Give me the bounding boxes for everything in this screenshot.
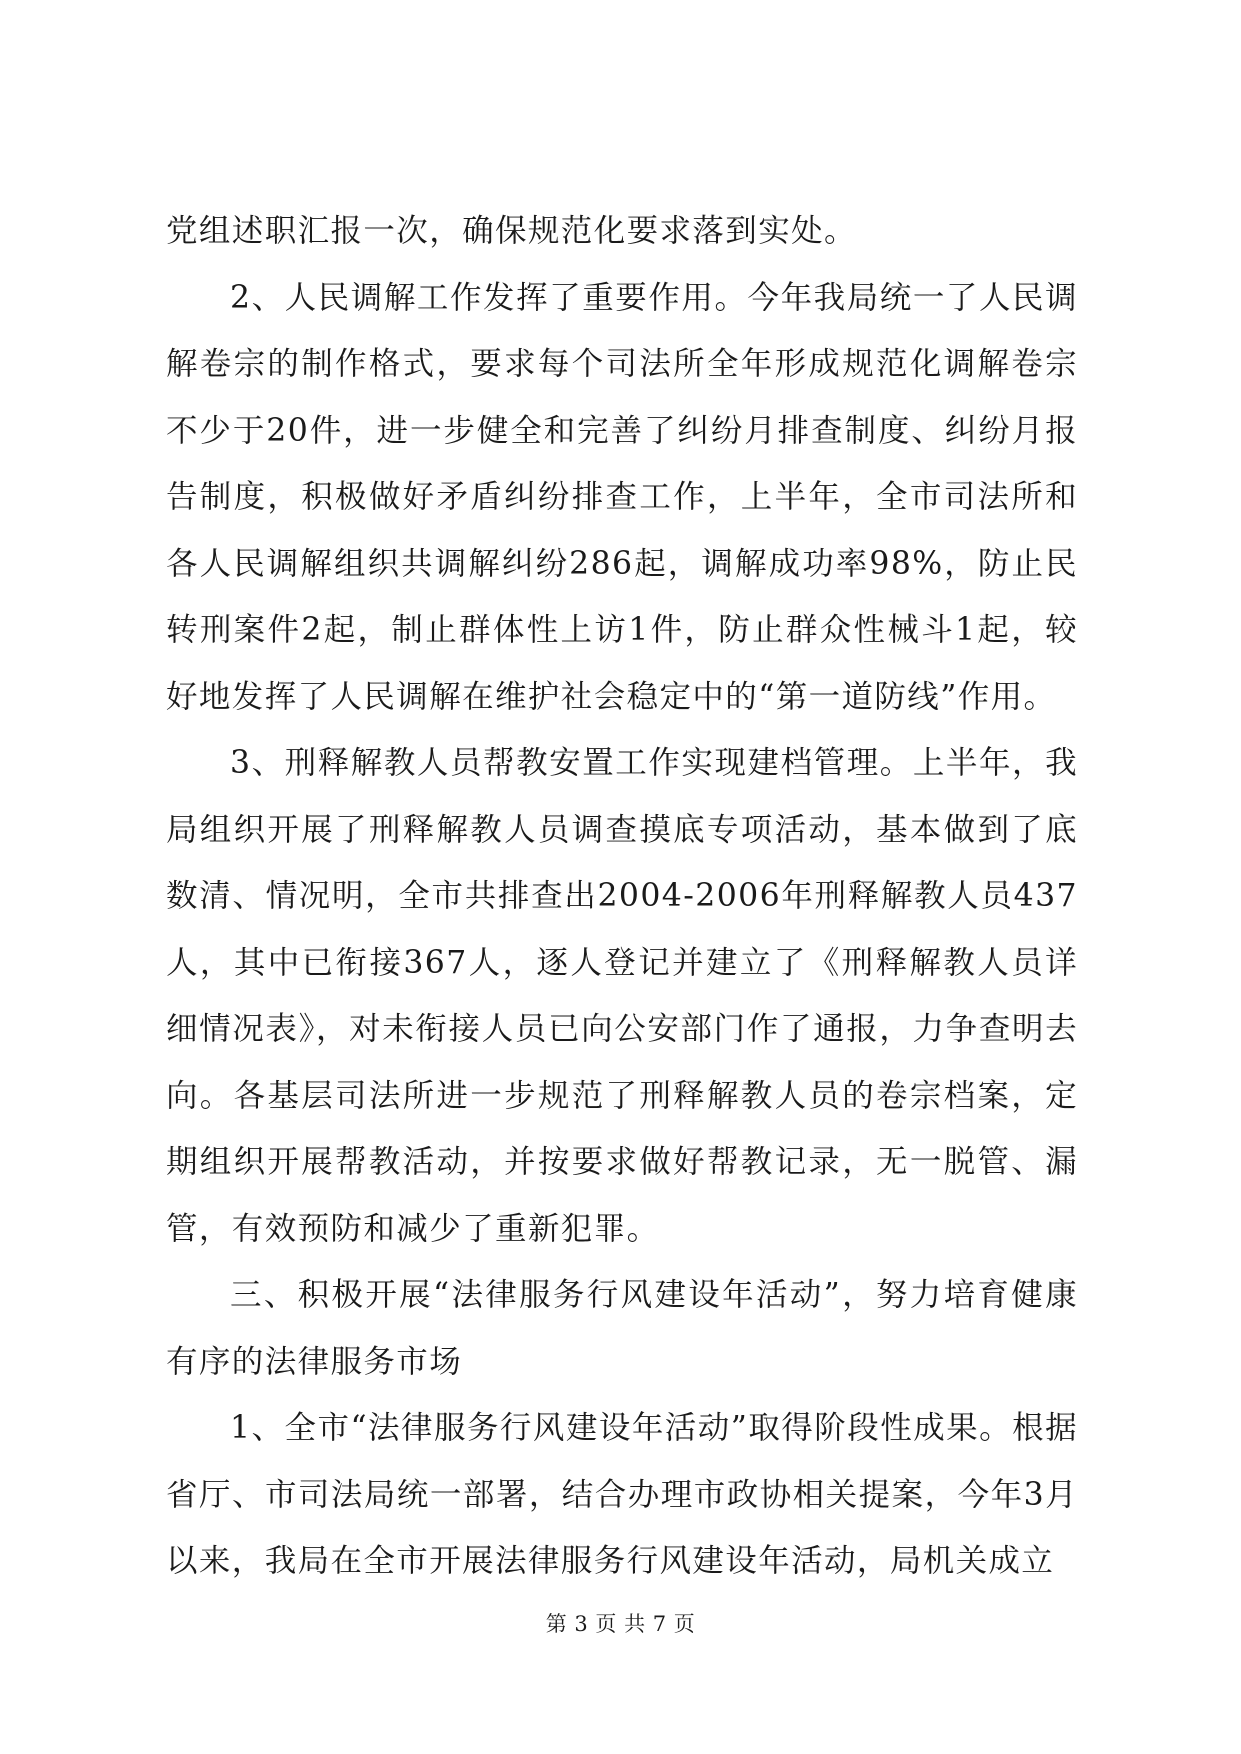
section-heading-legal-services: 三、积极开展“法律服务行风建设年活动”，努力培育健康有序的法律服务市场 [166,1277,1078,1380]
paragraph-continuation: 党组述职汇报一次，确保规范化要求落到实处。 [166,213,857,249]
paragraph-conduct-campaign: 1、全市“法律服务行风建设年活动”取得阶段性成果。根据省厅、市司法局统一部署，结合办理市政协相关提案，今年3月以来，我局在全市开展法律服务行风建设年活动，局机关成立 [166,1410,1078,1579]
paragraph-rehabilitation: 3、刑释解教人员帮教安置工作实现建档管理。上半年，我局组织开展了刑释解教人员调查摸底专项活动，基本做到了底数清、情况明，全市共排查出2004-2006年刑释解教人员437人，其中已衔接367人，逐人登记并建立了《刑释解教人员详细情况表》，对未衔接人员已向公安部门作了通报，力争查明去向。各基层司法所进一步规范了刑释解教人员的卷宗档案，定期组织开展帮教活动，并按要求做好帮教记录，无一脱管、漏管，有效预防和减少了重新犯罪。 [166,745,1078,1247]
document-body [166,198,1078,1595]
page-number-footer: 第 3 页 共 7 页 [545,1612,696,1636]
paragraph-mediation: 2、人民调解工作发挥了重要作用。今年我局统一了人民调解卷宗的制作格式，要求每个司法所全年形成规范化调解卷宗不少于20件，进一步健全和完善了纠纷月排查制度、纠纷月报告制度，积极做好矛盾纠纷排查工作，上半年，全市司法所和各人民调解组织共调解纠纷286起，调解成功率98%，防止民转刑案件2起，制止群体性上访1件，防止群众性械斗1起，较好地发挥了人民调解在维护社会稳定中的“第一道防线”作用。 [166,279,1078,715]
